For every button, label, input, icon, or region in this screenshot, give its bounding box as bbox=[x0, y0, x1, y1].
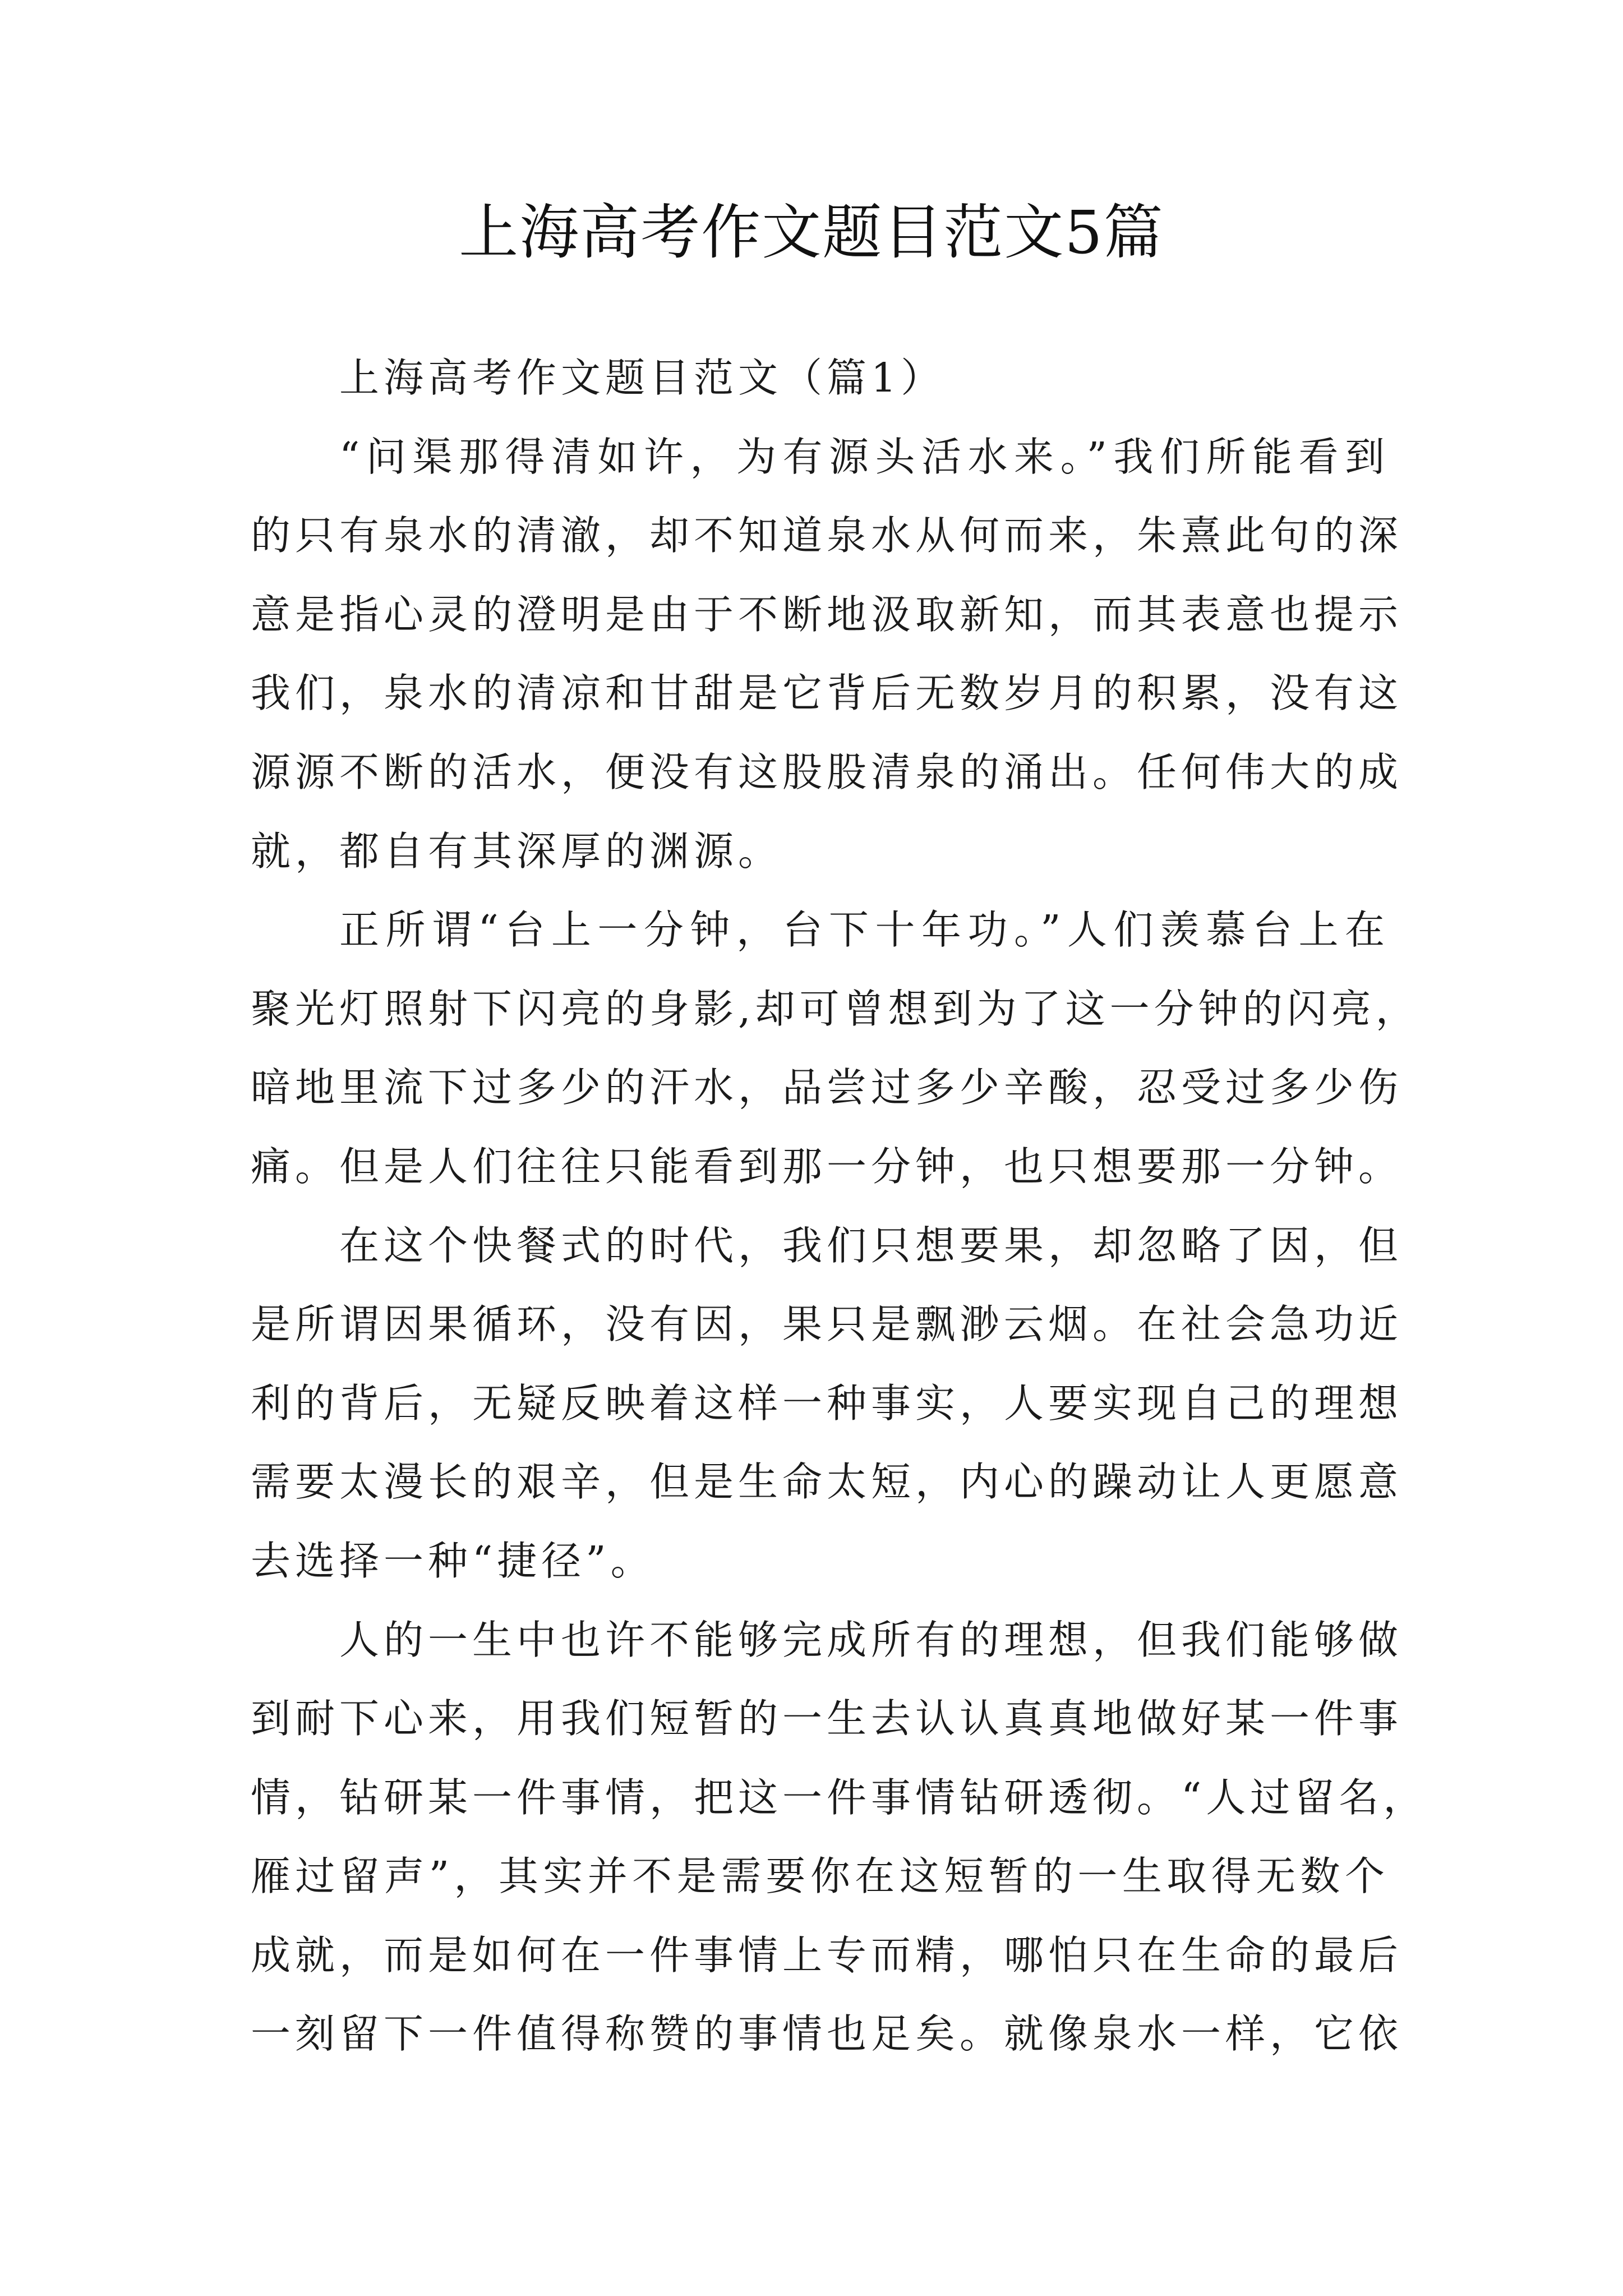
paragraph-4 bbox=[251, 1601, 1428, 2074]
text-line: 雁过留声”，其实并不是需要你在这短暂的一生取得无数个 bbox=[251, 1853, 1389, 1900]
text-line: 暗地里流下过多少的汗水，品尝过多少辛酸，忍受过多少伤 bbox=[251, 1064, 1403, 1111]
text-line: 聚光灯照射下闪亮的身影,却可曾想到为了这一分钟的闪亮， bbox=[251, 985, 1420, 1032]
paragraph-3 bbox=[251, 1207, 1403, 1601]
text-line: 是所谓因果循环，没有因，果只是飘渺云烟。在社会急功近 bbox=[251, 1301, 1403, 1348]
text-line: 正所谓“台上一分钟，台下十年功。”人们羡慕台上在 bbox=[339, 907, 1389, 954]
text-line: 源源不断的活水，便没有这股股清泉的涌出。任何伟大的成 bbox=[251, 748, 1403, 795]
text-line: 的只有泉水的清澈，却不知道泉水从何而来，朱熹此句的深 bbox=[251, 512, 1403, 559]
document-body bbox=[251, 339, 1428, 2074]
text-line: 成就，而是如何在一件事情上专而精，哪怕只在生命的最后 bbox=[251, 1931, 1403, 1978]
paragraph-1 bbox=[251, 418, 1403, 891]
text-line: 意是指心灵的澄明是由于不断地汲取新知，而其表意也提示 bbox=[251, 591, 1403, 638]
text-line: 一刻留下一件值得称赞的事情也足矣。就像泉水一样，它依 bbox=[251, 2010, 1403, 2058]
text-line: “问渠那得清如许，为有源头活水来。”我们所能看到 bbox=[339, 433, 1389, 480]
text-line: 到耐下心来，用我们短暂的一生去认认真真地做好某一件事 bbox=[251, 1695, 1403, 1742]
text-line: 在这个快餐式的时代，我们只想要果，却忽略了因，但 bbox=[339, 1222, 1403, 1269]
text-line: 需要太漫长的艰辛，但是生命太短，内心的躁动让人更愿意 bbox=[251, 1458, 1403, 1506]
text-line: 痛。但是人们往往只能看到那一分钟，也只想要那一分钟。 bbox=[251, 1143, 1403, 1190]
section-heading: 上海高考作文题目范文（篇1） bbox=[339, 355, 946, 401]
text-line: 我们，泉水的清凉和甘甜是它背后无数岁月的积累，没有这 bbox=[251, 670, 1403, 717]
paragraph-2 bbox=[251, 891, 1420, 1206]
text-line: 利的背后，无疑反映着这样一种事实，人要实现自己的理想 bbox=[251, 1379, 1403, 1427]
document-title: 上海高考作文题目范文5篇 bbox=[459, 198, 1164, 267]
text-line: 去选择一种“捷径”。 bbox=[251, 1537, 655, 1584]
text-line: 人的一生中也许不能够完成所有的理想，但我们能够做 bbox=[339, 1616, 1403, 1663]
text-line: 情，钻研某一件事情，把这一件事情钻研透彻。“人过留名， bbox=[251, 1774, 1428, 1821]
text-line: 就，都自有其深厚的渊源。 bbox=[251, 827, 783, 875]
